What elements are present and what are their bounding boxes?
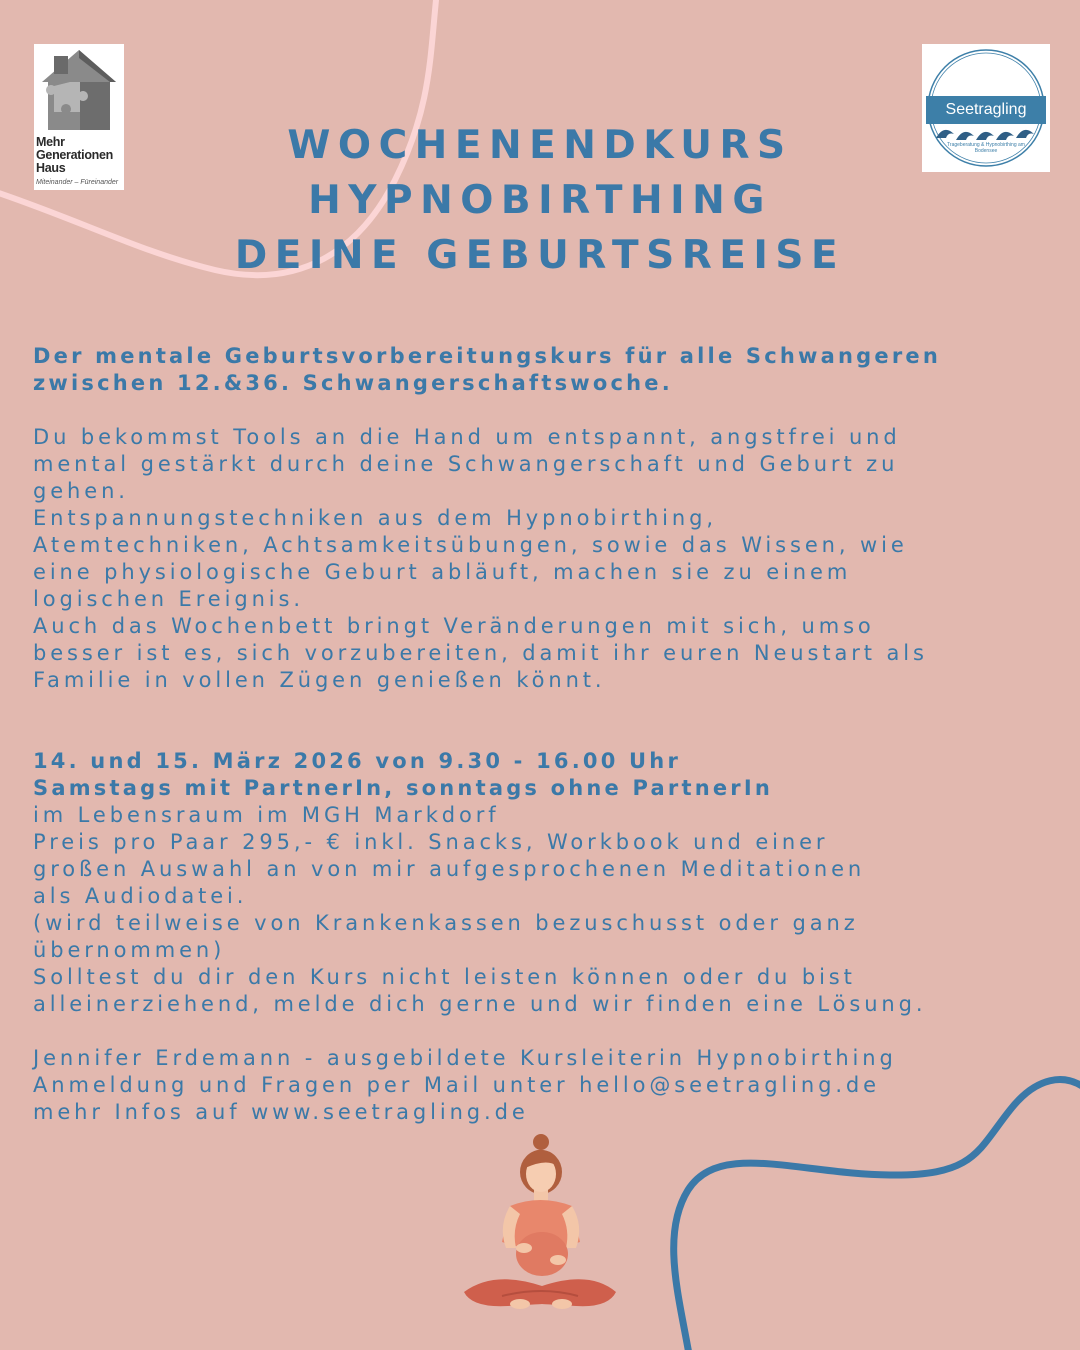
intro-line-2: zwischen 12.&36. Schwangerschaftswoche. [33, 371, 673, 395]
title-line-2: HYPNOBIRTHING [308, 178, 772, 223]
details-line: als Audiodatei. [33, 884, 248, 908]
logo-right-tagline: Trageberatung & Hypnobirthing am Bodensee [947, 142, 1025, 154]
description-line: Atemtechniken, Achtsamkeitsübungen, sowie das Wissen, wie [33, 533, 908, 557]
description-line: Du bekommst Tools an die Hand um entspannt, angstfrei und [33, 425, 901, 449]
logo-right-name: Seetragling [926, 96, 1046, 124]
title-line-1: WOCHENENDKURS [287, 123, 793, 168]
details-line: im Lebensraum im MGH Markdorf [33, 803, 500, 827]
description-line: Auch das Wochenbett bringt Veränderungen mit sich, umso [33, 614, 875, 638]
description-line: eine physiologische Geburt abläuft, machen sie zu einem [33, 560, 852, 584]
course-date: 14. und 15. März 2026 von 9.30 - 16.00 Uhr [33, 749, 682, 773]
contact-instructor: Jennifer Erdemann - ausgebildete Kursleiterin Hypnobirthing [33, 1046, 897, 1070]
details-line: alleinerziehend, melde dich gerne und wir finden eine Lösung. [33, 992, 927, 1016]
details-line: Solltest du dir den Kurs nicht leisten können oder du bist [33, 965, 856, 989]
description-line: mental gestärkt durch deine Schwangerschaft und Geburt zu [33, 452, 899, 476]
course-partner-info: Samstags mit PartnerIn, sonntags ohne PartnerIn [33, 776, 774, 800]
details-line: (wird teilweise von Krankenkassen bezuschusst oder ganz [33, 911, 859, 935]
description-line: Familie in vollen Zügen genießen könnt. [33, 668, 606, 692]
title-line-3: DEINE GEBURTSREISE [234, 233, 846, 278]
page-title [0, 118, 1080, 283]
details-line: übernommen) [33, 938, 226, 962]
pregnant-woman-meditating-icon [462, 1132, 618, 1314]
description-line: gehen. [33, 479, 129, 503]
description-line: logischen Ereignis. [33, 587, 304, 611]
flyer-content [33, 343, 1073, 1126]
details-line: Preis pro Paar 295,- € inkl. Snacks, Workbook und einer [33, 830, 829, 854]
intro-line-1: Der mentale Geburtsvorbereitungskurs für alle Schwangeren [33, 344, 941, 368]
logo-left-name: Mehr Generationen Haus [36, 135, 113, 175]
logo-left-tagline: Miteinander – Füreinander [36, 179, 119, 186]
contact-email: Anmeldung und Fragen per Mail unter hello@seetragling.de [33, 1073, 880, 1097]
contact-website: mehr Infos auf www.seetragling.de [33, 1100, 529, 1124]
description-line: besser ist es, sich vorzubereiten, damit ihr euren Neustart als [33, 641, 928, 665]
details-line: großen Auswahl an von mir aufgesprochenen Meditationen [33, 857, 866, 881]
description-line: Entspannungstechniken aus dem Hypnobirthing, [33, 506, 717, 530]
